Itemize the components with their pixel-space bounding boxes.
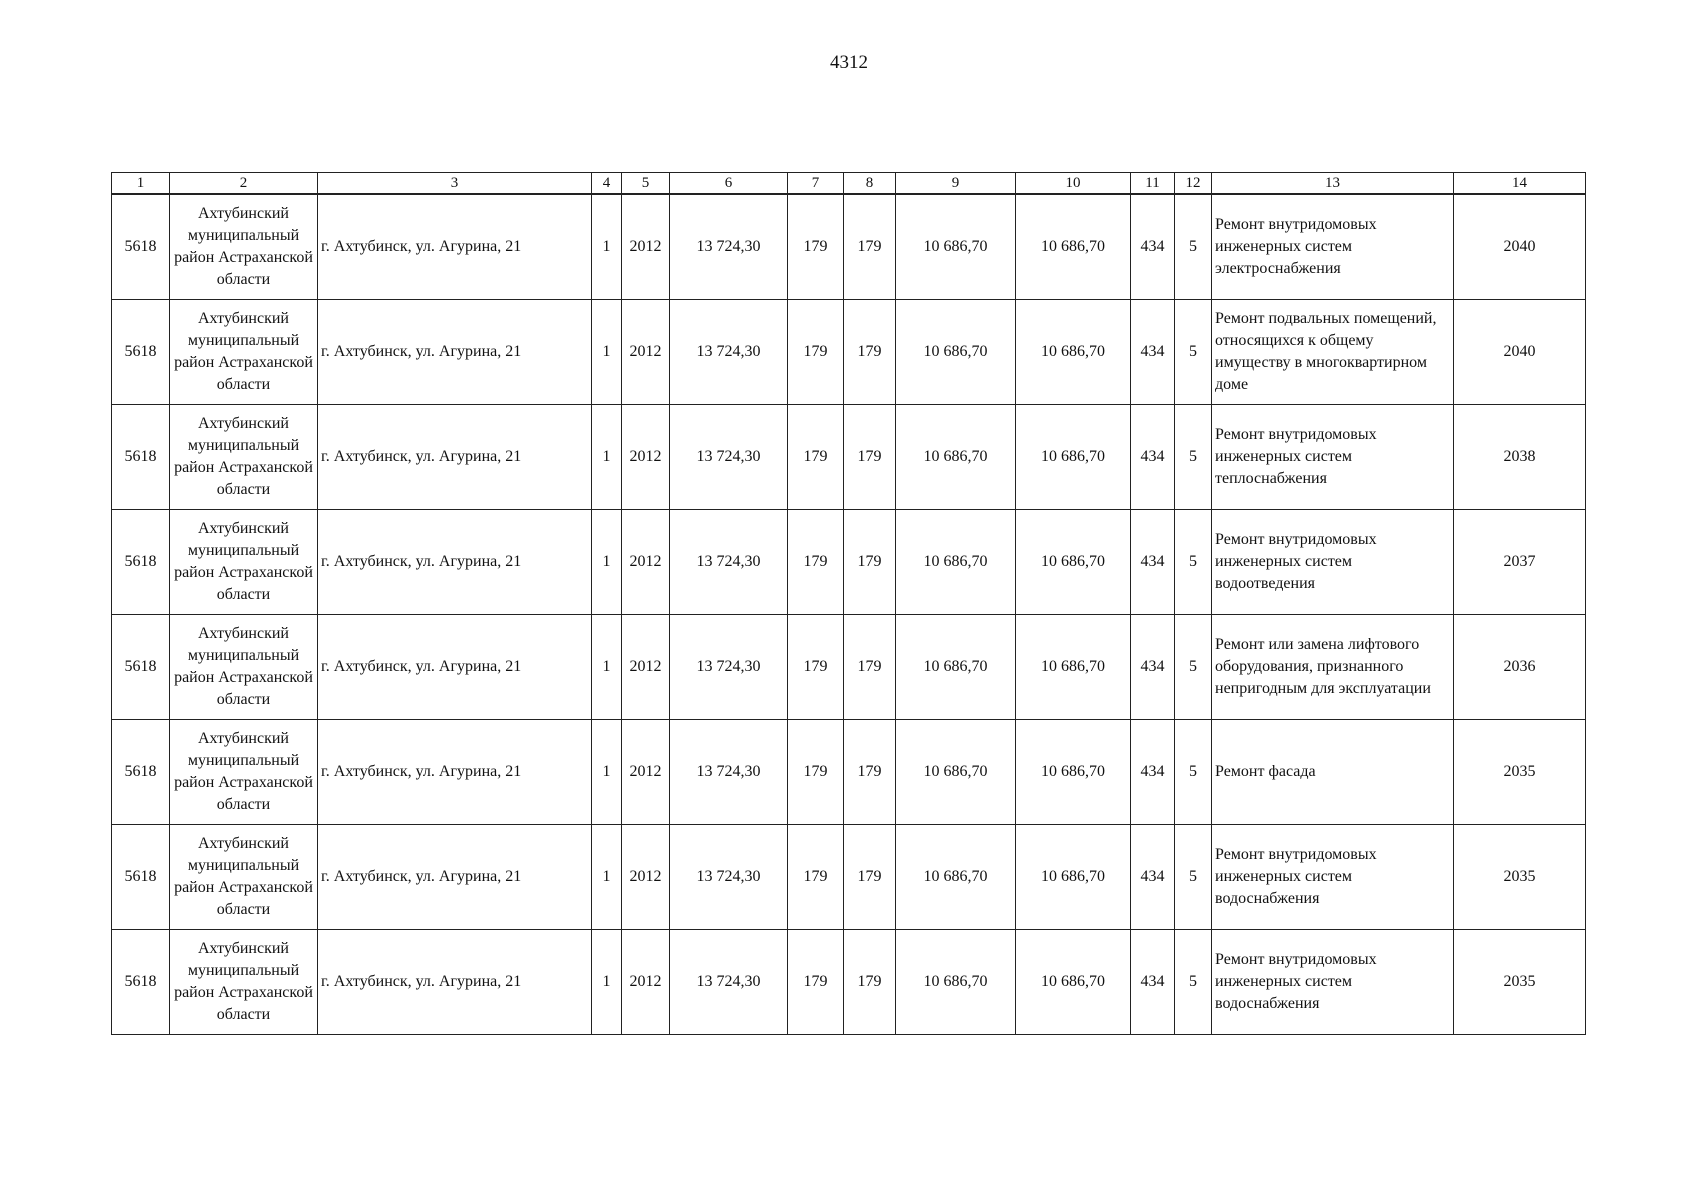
table-row: [112, 300, 1586, 405]
cell-work-type: Ремонт внутридомовых инженерных систем водоснабжения: [1212, 930, 1454, 1035]
cell-area-9: 10 686,70: [896, 930, 1016, 1035]
cell-col11: 434: [1131, 825, 1175, 930]
cell-col11: 434: [1131, 194, 1175, 300]
cell-id: 5618: [112, 720, 170, 825]
cell-col7: 179: [788, 930, 844, 1035]
cell-area-total: 13 724,30: [670, 300, 788, 405]
table-row: [112, 615, 1586, 720]
cell-col11: 434: [1131, 300, 1175, 405]
header-cell: 14: [1454, 173, 1586, 195]
header-cell: 7: [788, 173, 844, 195]
cell-col8: 179: [844, 930, 896, 1035]
cell-plan-year: 2038: [1454, 405, 1586, 510]
table-row: [112, 194, 1586, 300]
cell-col12: 5: [1175, 300, 1212, 405]
cell-area-9: 10 686,70: [896, 194, 1016, 300]
cell-plan-year: 2037: [1454, 510, 1586, 615]
cell-col12: 5: [1175, 720, 1212, 825]
cell-work-type: Ремонт внутридомовых инженерных систем теплоснабжения: [1212, 405, 1454, 510]
cell-col4: 1: [592, 720, 622, 825]
cell-col7: 179: [788, 825, 844, 930]
cell-district: Ахтубинский муниципальный район Астраханской области: [170, 615, 318, 720]
cell-col4: 1: [592, 825, 622, 930]
cell-col8: 179: [844, 194, 896, 300]
header-cell: 1: [112, 173, 170, 195]
cell-district: Ахтубинский муниципальный район Астраханской области: [170, 930, 318, 1035]
cell-year: 2012: [622, 720, 670, 825]
header-cell: 5: [622, 173, 670, 195]
cell-col11: 434: [1131, 615, 1175, 720]
header-cell: 11: [1131, 173, 1175, 195]
cell-col7: 179: [788, 720, 844, 825]
header-cell: 13: [1212, 173, 1454, 195]
header-cell: 2: [170, 173, 318, 195]
cell-work-type: Ремонт внутридомовых инженерных систем водоснабжения: [1212, 825, 1454, 930]
cell-col12: 5: [1175, 194, 1212, 300]
cell-col11: 434: [1131, 720, 1175, 825]
table-row: [112, 930, 1586, 1035]
cell-area-total: 13 724,30: [670, 405, 788, 510]
cell-year: 2012: [622, 194, 670, 300]
cell-district: Ахтубинский муниципальный район Астраханской области: [170, 720, 318, 825]
cell-address: г. Ахтубинск, ул. Агурина, 21: [318, 615, 592, 720]
cell-area-9: 10 686,70: [896, 510, 1016, 615]
table-row: [112, 510, 1586, 615]
cell-area-10: 10 686,70: [1016, 720, 1131, 825]
cell-col7: 179: [788, 194, 844, 300]
cell-col8: 179: [844, 300, 896, 405]
header-cell: 3: [318, 173, 592, 195]
cell-col12: 5: [1175, 930, 1212, 1035]
header-cell: 10: [1016, 173, 1131, 195]
cell-address: г. Ахтубинск, ул. Агурина, 21: [318, 510, 592, 615]
cell-area-total: 13 724,30: [670, 930, 788, 1035]
cell-area-10: 10 686,70: [1016, 194, 1131, 300]
cell-area-10: 10 686,70: [1016, 510, 1131, 615]
cell-district: Ахтубинский муниципальный район Астраханской области: [170, 510, 318, 615]
header-cell: 6: [670, 173, 788, 195]
cell-address: г. Ахтубинск, ул. Агурина, 21: [318, 720, 592, 825]
cell-area-10: 10 686,70: [1016, 615, 1131, 720]
cell-address: г. Ахтубинск, ул. Агурина, 21: [318, 930, 592, 1035]
cell-area-9: 10 686,70: [896, 720, 1016, 825]
cell-col4: 1: [592, 615, 622, 720]
cell-address: г. Ахтубинск, ул. Агурина, 21: [318, 405, 592, 510]
cell-area-9: 10 686,70: [896, 405, 1016, 510]
cell-area-9: 10 686,70: [896, 615, 1016, 720]
cell-address: г. Ахтубинск, ул. Агурина, 21: [318, 194, 592, 300]
cell-col7: 179: [788, 300, 844, 405]
cell-district: Ахтубинский муниципальный район Астраханской области: [170, 194, 318, 300]
cell-area-10: 10 686,70: [1016, 930, 1131, 1035]
cell-year: 2012: [622, 300, 670, 405]
cell-plan-year: 2035: [1454, 825, 1586, 930]
cell-col8: 179: [844, 405, 896, 510]
cell-year: 2012: [622, 510, 670, 615]
cell-work-type: Ремонт подвальных помещений, относящихся к общему имуществу в многоквартирном доме: [1212, 300, 1454, 405]
cell-area-total: 13 724,30: [670, 510, 788, 615]
cell-year: 2012: [622, 825, 670, 930]
header-cell: 4: [592, 173, 622, 195]
cell-col11: 434: [1131, 405, 1175, 510]
cell-col8: 179: [844, 510, 896, 615]
cell-col12: 5: [1175, 510, 1212, 615]
cell-id: 5618: [112, 825, 170, 930]
cell-work-type: Ремонт или замена лифтового оборудования, признанного непригодным для эксплуатации: [1212, 615, 1454, 720]
cell-col4: 1: [592, 405, 622, 510]
cell-id: 5618: [112, 194, 170, 300]
table-row: [112, 405, 1586, 510]
cell-year: 2012: [622, 930, 670, 1035]
cell-id: 5618: [112, 930, 170, 1035]
cell-col11: 434: [1131, 930, 1175, 1035]
cell-area-9: 10 686,70: [896, 825, 1016, 930]
header-cell: 12: [1175, 173, 1212, 195]
cell-area-9: 10 686,70: [896, 300, 1016, 405]
cell-id: 5618: [112, 615, 170, 720]
cell-area-10: 10 686,70: [1016, 825, 1131, 930]
cell-col8: 179: [844, 825, 896, 930]
cell-plan-year: 2035: [1454, 930, 1586, 1035]
cell-district: Ахтубинский муниципальный район Астраханской области: [170, 825, 318, 930]
cell-address: г. Ахтубинск, ул. Агурина, 21: [318, 825, 592, 930]
cell-id: 5618: [112, 510, 170, 615]
cell-id: 5618: [112, 300, 170, 405]
cell-col4: 1: [592, 194, 622, 300]
cell-plan-year: 2036: [1454, 615, 1586, 720]
cell-col8: 179: [844, 720, 896, 825]
cell-work-type: Ремонт внутридомовых инженерных систем водоотведения: [1212, 510, 1454, 615]
cell-plan-year: 2040: [1454, 300, 1586, 405]
cell-address: г. Ахтубинск, ул. Агурина, 21: [318, 300, 592, 405]
cell-plan-year: 2040: [1454, 194, 1586, 300]
cell-col8: 179: [844, 615, 896, 720]
cell-col11: 434: [1131, 510, 1175, 615]
header-row: [112, 173, 1586, 195]
cell-col4: 1: [592, 300, 622, 405]
cell-col4: 1: [592, 930, 622, 1035]
cell-area-total: 13 724,30: [670, 615, 788, 720]
header-cell: 9: [896, 173, 1016, 195]
cell-col12: 5: [1175, 615, 1212, 720]
cell-district: Ахтубинский муниципальный район Астраханской области: [170, 405, 318, 510]
cell-area-total: 13 724,30: [670, 825, 788, 930]
cell-col12: 5: [1175, 825, 1212, 930]
cell-area-total: 13 724,30: [670, 194, 788, 300]
cell-col4: 1: [592, 510, 622, 615]
cell-col7: 179: [788, 615, 844, 720]
cell-year: 2012: [622, 405, 670, 510]
cell-col7: 179: [788, 510, 844, 615]
table-row: [112, 825, 1586, 930]
cell-work-type: Ремонт фасада: [1212, 720, 1454, 825]
header-cell: 8: [844, 173, 896, 195]
cell-col12: 5: [1175, 405, 1212, 510]
cell-id: 5618: [112, 405, 170, 510]
cell-col7: 179: [788, 405, 844, 510]
cell-district: Ахтубинский муниципальный район Астраханской области: [170, 300, 318, 405]
cell-work-type: Ремонт внутридомовых инженерных систем электроснабжения: [1212, 194, 1454, 300]
cell-area-10: 10 686,70: [1016, 405, 1131, 510]
cell-area-total: 13 724,30: [670, 720, 788, 825]
capital-repair-table: [111, 172, 1586, 1035]
cell-plan-year: 2035: [1454, 720, 1586, 825]
page-number: 4312: [830, 52, 868, 73]
cell-year: 2012: [622, 615, 670, 720]
table-row: [112, 720, 1586, 825]
cell-area-10: 10 686,70: [1016, 300, 1131, 405]
